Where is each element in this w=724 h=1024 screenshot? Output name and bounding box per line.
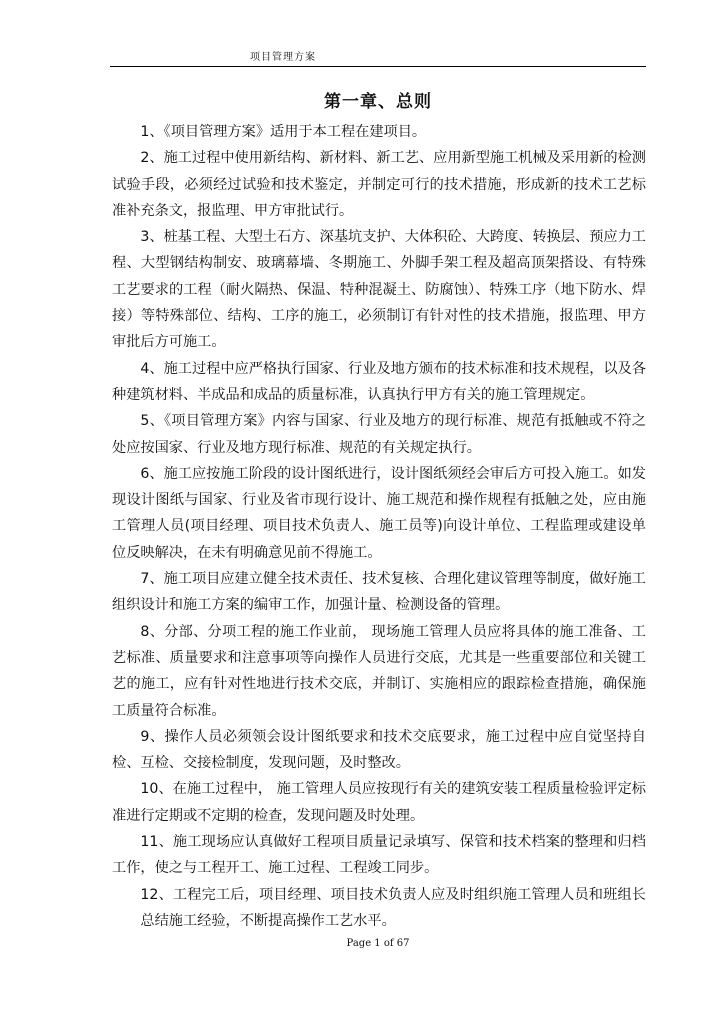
paragraph-12: 12、工程完工后，项目经理、项目技术负责人应及时组织施工管理人员和班组长总结施工经验，不断提高操作工艺水平。 xyxy=(140,886,646,929)
paragraph-6: 6、施工应按施工阶段的设计图纸进行，设计图纸须经会审后方可投入施工。如发现设计图纸与国家、行业及省市现行设计、施工规范和操作规程有抵触之处，应由施工管理人员(项目经理、项目技术负责人、施工员等)向设计单位、工程监理或建设单位反映解决，在未有明确意见前不得施工。 xyxy=(112,465,646,561)
page-number: Page 1 of 67 xyxy=(346,938,410,949)
paragraph-4: 4、施工过程中应严格执行国家、行业及地方颁布的技术标准和技术规程，以及各种建筑材料、半成品和成品的质量标准，认真执行甲方有关的施工管理规定。 xyxy=(112,360,646,403)
paragraph-11: 11、施工现场应认真做好工程项目质量记录填写、保管和技术档案的整理和归档工作，使之与工程开工、施工过程、工程竣工同步。 xyxy=(112,834,646,877)
paragraph-3: 3、桩基工程、大型土石方、深基坑支护、大体积砼、大跨度、转换层、预应力工程、大型钢结构制安、玻璃幕墙、冬期施工、外脚手架工程及超高顶架搭设、有特殊工艺要求的工程（耐火隔热、保温、特种混凝土、防腐蚀）、特殊工序（地下防水、焊接）等特殊部位、结构、工序的施工，必须制订有针对性的技术措施，报监理、甲方审批后方可施工。 xyxy=(112,229,646,351)
paragraph-7: 7、施工项目应建立健全技术责任、技术复核、合理化建议管理等制度，做好施工组织设计和施工方案的编审工作，加强计量、检测设备的管理。 xyxy=(112,571,646,614)
paragraph-5: 5、《项目管理方案》内容与国家、行业及地方的现行标准、规范有抵触或不符之处应按国家、行业及地方现行标准、规范的有关规定执行。 xyxy=(112,413,646,456)
chapter-title: 第一章、总则 xyxy=(324,92,432,112)
document-body xyxy=(112,119,646,934)
paragraph-8: 8、分部、分项工程的施工作业前， 现场施工管理人员应将具体的施工准备、工艺标准、质量要求和注意事项等向操作人员进行交底，尤其是一些重要部位和关键工艺的施工，应有针对性地进行技术交底，并制订、实施相应的跟踪检查措施，确保施工质量符合标准。 xyxy=(112,623,646,719)
header-title: 项目管理方案 xyxy=(250,52,316,63)
page-header xyxy=(110,52,646,67)
paragraph-9: 9、操作人员必须领会设计图纸要求和技术交底要求，施工过程中应自觉坚持自检、互检、交接检制度，发现问题，及时整改。 xyxy=(112,728,646,772)
paragraph-10: 10、在施工过程中， 施工管理人员应按现行有关的建筑安装工程质量检验评定标准进行定期或不定期的检查，发现问题及时处理。 xyxy=(112,781,646,824)
paragraph-2: 2、施工过程中使用新结构、新材料、新工艺、应用新型施工机械及采用新的检测试验手段，必须经过试验和技术鉴定，并制定可行的技术措施，形成新的技术工艺标准补充条文，报监理、甲方审批试行。 xyxy=(112,150,646,219)
paragraph-1: 1、《项目管理方案》适用于本工程在建项目。 xyxy=(140,124,427,140)
